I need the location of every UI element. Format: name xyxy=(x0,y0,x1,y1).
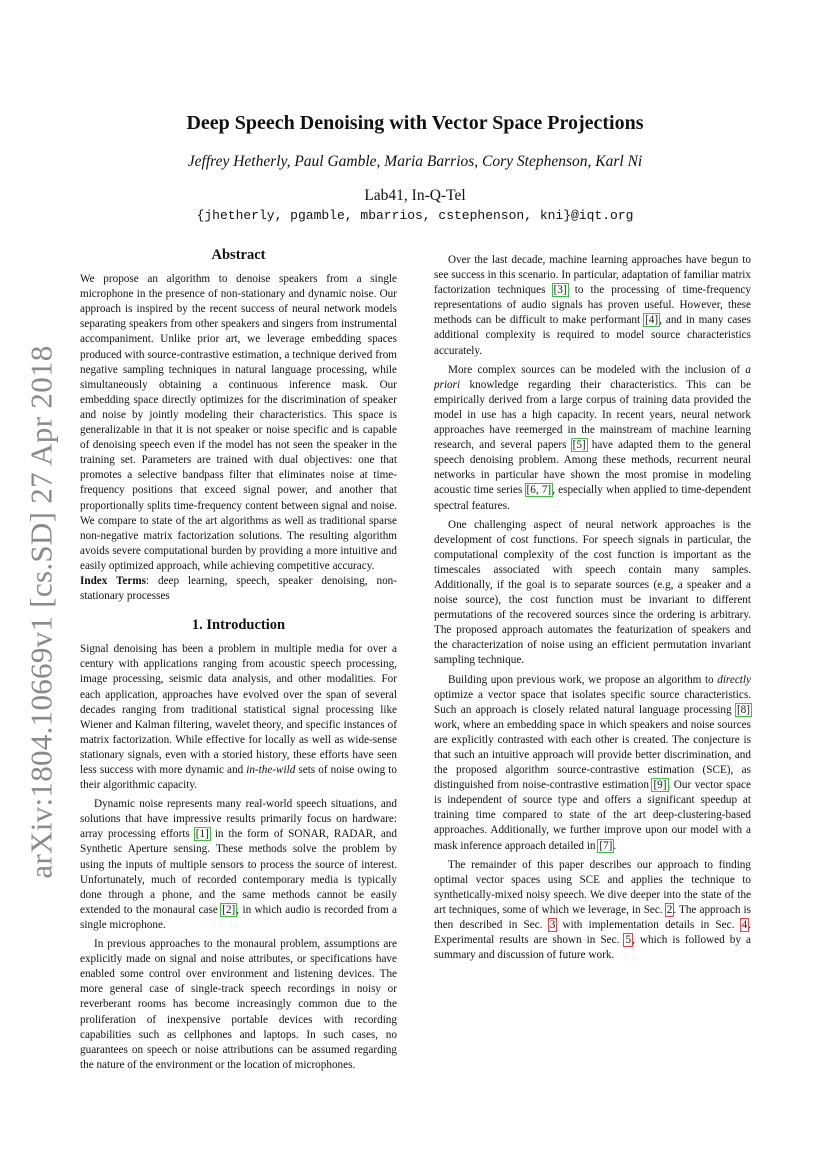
section-ref-link[interactable]: 4 xyxy=(741,919,748,932)
citation-link[interactable]: [4] xyxy=(645,314,659,327)
affiliation: Lab41, In-Q-Tel xyxy=(364,187,466,204)
index-terms-label: Index Terms xyxy=(80,574,147,587)
abstract-heading: Abstract xyxy=(211,247,266,263)
right-column xyxy=(434,249,751,963)
section-ref-link[interactable]: 3 xyxy=(549,919,556,932)
author-list: Jeffrey Hetherly, Paul Gamble, Maria Barrios, Cory Stephenson, Karl Ni xyxy=(187,153,643,170)
section-ref-link[interactable]: 5 xyxy=(625,934,632,947)
paragraph: One challenging aspect of neural network approaches is the development of cost functions. For speech signals in particular, the computational complexity of the cost function is important as the timescales associated with speech contain many samples. Additionally, if the goal is to separate sources (e.g, a speaker and a noise source), the cost function must be invariant to different permutations of the recovered sources since the ordering is arbitrary. The proposed approach automates the featurization of speakers and the characterization of noise using an efficient permutation invariant sampling technique. xyxy=(434,518,751,667)
citation-link[interactable]: [3] xyxy=(553,284,567,297)
citation-link[interactable]: [1] xyxy=(195,828,209,841)
paragraph: In previous approaches to the monaural problem, assumptions are explicitly made on signal and noise attributes, or specifications have enabled some control over environment and listening devices. The more general case of single-track speech recordings in noisy or reverberant rooms has become increasingly common due to the proliferation of inexpensive portable devices with recording capabilities such as cellphones and laptops. In such cases, no guarantees on speech or noise attributions can be assumed regarding the nature of the environment or the location of microphones. xyxy=(80,938,397,1071)
section-ref-link[interactable]: 2 xyxy=(666,903,673,916)
arxiv-identifier xyxy=(22,345,62,879)
citation-link[interactable]: [7] xyxy=(599,839,613,852)
arxiv-id-text: arXiv:1804.10669v1 [cs.SD] 27 Apr 2018 xyxy=(24,345,60,879)
section-heading-introduction: 1. Introduction xyxy=(191,617,286,634)
email-list: {jhetherly, pgamble, mbarrios, cstephenson, kni}@iqt.org xyxy=(196,208,634,223)
citation-link[interactable]: [8] xyxy=(736,703,750,716)
paragraph: Signal denoising has been a problem in multiple media for over a century with applications ranging from acoustic speech processing, image processing, seismic data analysis, and other modalities. For each application, approaches have evolved over the span of several decades ranging from traditional statistical signal processing like Wiener and Kalman filtering, wavelet theory, and specific instances of matrix factorization. While effective for locally as well as wide-sense stationary signals, even with a storied history, these efforts have seen less success with more dynamic and in-the-wild sets of noise owing to their algorithmic capacity. xyxy=(80,643,397,792)
paragraph: More complex sources can be modeled with the inclusion of a priori knowledge regarding their characteristics. This can be empirically derived from a large corpus of training data provided the model in use has a high capacity. In recent years, neural network approaches have reemerged in the mainstream of machine learning research, and several papers [5] have adapted them to the general speech denoising problem. Among these methods, recurrent neural networks in particular have shown the most promise in modeling acoustic time series [6, 7], especially when applied to time-dependent spectral features. xyxy=(434,363,751,512)
left-column xyxy=(80,248,397,1073)
citation-link[interactable]: [6, 7] xyxy=(526,484,552,497)
citation-link[interactable]: [5] xyxy=(572,439,586,452)
citation-link[interactable]: [9] xyxy=(653,779,667,792)
citation-link[interactable]: [2] xyxy=(222,903,236,916)
index-terms xyxy=(80,574,397,604)
index-terms-text: : deep learning, speech, speaker denoising, non-stationary processes xyxy=(80,574,397,603)
paper-title: Deep Speech Denoising with Vector Space Projections xyxy=(186,112,644,134)
paragraph: Dynamic noise represents many real-world speech situations, and solutions that have impressive results primarily focus on hardware: array processing efforts [1] in the form of SONAR, RADAR, and Synthetic Aperture sensing. These methods solve the problem by using the inputs of multiple sensors to process the source of interest. Unfortunately, much of recorded contemporary media is typically done through a phone, and the same methods cannot be easily extended to the monaural case [2], in which audio is recorded from a single microphone. xyxy=(80,798,398,931)
paragraph: The remainder of this paper describes our approach to finding optimal vector spaces using SCE and applies the technique to synthetically-mixed noisy speech. We dive deeper into the state of the art techniques, some of which we leverage, in Sec. 2. The approach is then described in Sec. 3 with implementation details in Sec. 4. Experimental results are shown in Sec. 5, which is followed by a summary and discussion of future work. xyxy=(434,858,752,962)
paragraph: Over the last decade, machine learning approaches have begun to see success in this scenario. In particular, adaptation of familiar matrix factorization techniques [3] to the processing of time-frequency representations of audio signals has proven useful. However, these methods can be difficult to make performant [4], and in many cases additional complexity is required to model source characteristics accurately. xyxy=(434,254,751,357)
paragraph: Building upon previous work, we propose an algorithm to directly optimize a vector space that isolates specific source characteristics. Such an approach is closely related natural language processing [8] work, where an embedding space in which speakers and noise sources are explicitly contrasted with each other is created. The conjecture is that such an intuitive approach will provide better discrimination, and the proposed algorithm source-contrastive estimation (SCE), as distinguished from noise-contrastive estimation [9]. Our vector space is independent of source type and offers a significant speedup at training time compared to state of the art deep-clustering-based approaches. Additionally, we further improve upon our model with a mask inference approach detailed in [7]. xyxy=(434,673,751,852)
abstract-text: We propose an algorithm to denoise speakers from a single microphone in the presence of non-stationary and dynamic noise. Our approach is inspired by the recent success of neural network models separating speakers from other speakers and singers from instrumental accompaniment. Unlike prior art, we leverage embedding spaces produced with source-contrastive estimation, a technique derived from negative sampling techniques in natural language processing, while simultaneously obtaining a continuous inference mask. Our embedding space directly optimizes for the discrimination of speaker and noise by jointly modeling their characteristics. This space is generalizable in that it is not speaker or noise specific and is capable of denoising speech even if the model has not seen the speaker in the training set. Parameters are trained with dual objectives: one that promotes a selective bandpass filter that eliminates noise at time-frequency positions that exceed signal power, and another that proportionally splits time-frequency content between signal and noise. We compare to state of the art algorithms as well as traditional sparse non-negative matrix factorization solutions. The resulting algorithm avoids severe computational burden by providing a more intuitive and easily optimized approach, while achieving competitive accuracy. xyxy=(80,273,397,572)
